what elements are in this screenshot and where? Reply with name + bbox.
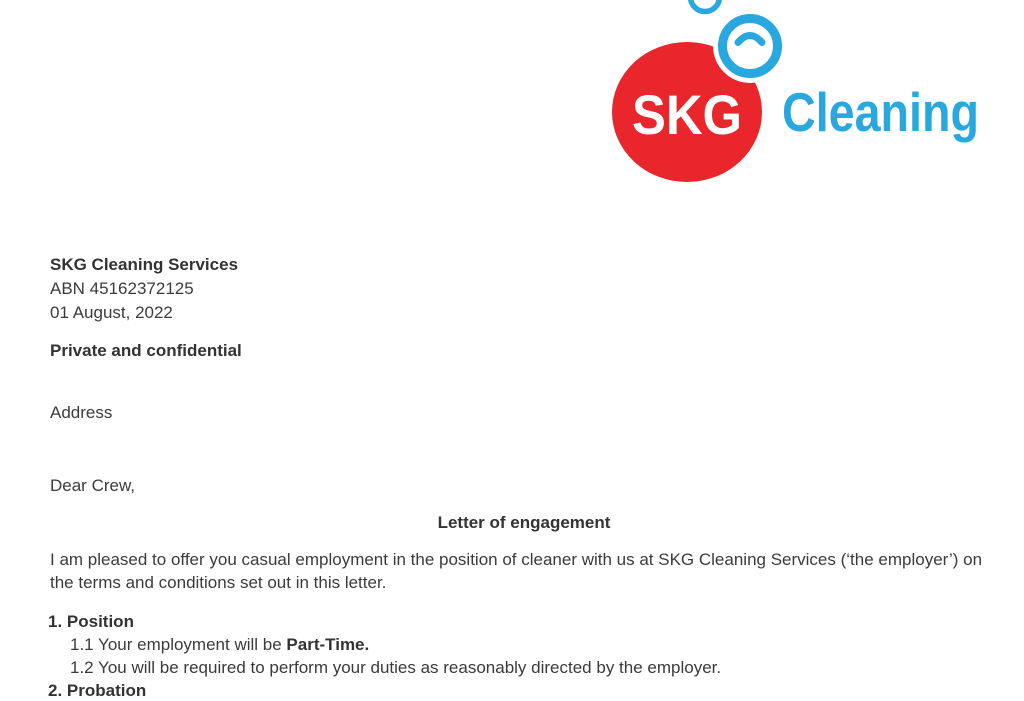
confidential-notice: Private and confidential [50,341,242,360]
clause-1-1-text: 1.1 Your employment will be [70,635,287,654]
intro-paragraph-line-2: the terms and conditions set out in this letter. [50,573,387,592]
intro-paragraph-line-1: I am pleased to offer you casual employment in the position of cleaner with us at SKG Cleaning Services (‘the employer’) on [50,550,983,569]
skg-cleaning-logo [590,0,1024,200]
clause-1-1-bold-text: Part-Time. [286,635,370,654]
letter-date: 01 August, 2022 [50,303,173,322]
section-1-position-title: 1. Position [48,612,134,631]
logo-cleaning-text: Cleaning [782,81,979,143]
clause-1-2 [70,658,721,678]
clause-1-2-text: 1.2 You will be required to perform your duties as reasonably directed by the employer. [70,658,722,677]
section-2-probation-title: 2. Probation [48,681,147,700]
clause-1-1 [70,635,369,655]
salutation: Dear Crew, [50,476,136,495]
logo-skg-text: SKG [632,83,742,146]
bubble-large-ring-icon [723,19,778,74]
bubble-small-ring-icon [691,0,720,12]
letter-title: Letter of engagement [437,513,611,532]
abn-number: ABN 45162372125 [50,279,194,298]
address-line: Address [50,403,113,422]
company-name: SKG Cleaning Services [50,255,239,274]
